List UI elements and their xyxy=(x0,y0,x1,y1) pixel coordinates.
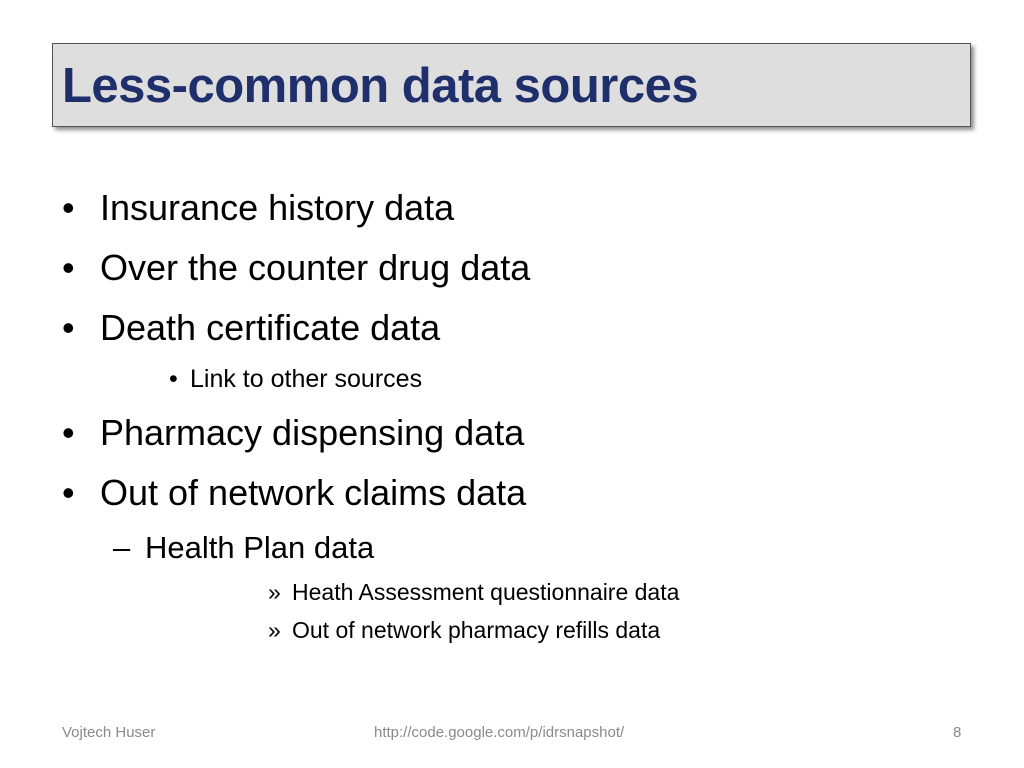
dash-marker: – xyxy=(113,530,131,565)
bullet-text: Heath Assessment questionnaire data xyxy=(292,579,680,605)
bullet-marker: • xyxy=(62,472,75,513)
raquo-marker: » xyxy=(268,617,281,643)
bullet-text: Pharmacy dispensing data xyxy=(100,412,525,453)
bullet-text: Insurance history data xyxy=(100,187,455,228)
slide-title: Less-common data sources xyxy=(62,59,699,113)
bullet-text: Over the counter drug data xyxy=(100,247,531,288)
title-box xyxy=(52,43,971,127)
footer-page-number: 8 xyxy=(953,724,962,741)
raquo-marker: » xyxy=(268,579,281,605)
bullet-marker: • xyxy=(62,247,75,288)
sub-sub-bullet-heath-assessment xyxy=(268,578,680,606)
bullet-marker: • xyxy=(62,307,75,348)
footer-author: Vojtech Huser xyxy=(62,724,156,741)
bullet-otc-drug xyxy=(62,246,531,290)
bullet-out-of-network-claims xyxy=(62,471,527,515)
bullet-marker: • xyxy=(169,365,178,393)
sub-bullet-health-plan xyxy=(113,529,375,567)
sub-sub-bullet-pharmacy-refills xyxy=(268,616,661,644)
sub-bullet-link-sources xyxy=(169,364,423,394)
bullet-text: Out of network pharmacy refills data xyxy=(292,617,661,643)
bullet-text: Link to other sources xyxy=(190,365,423,393)
bullet-marker: • xyxy=(62,412,75,453)
bullet-text: Out of network claims data xyxy=(100,472,527,513)
bullet-text: Death certificate data xyxy=(100,307,441,348)
bullet-death-certificate xyxy=(62,306,441,350)
bullet-text: Health Plan data xyxy=(145,530,375,565)
bullet-marker: • xyxy=(62,187,75,228)
footer-url: http://code.google.com/p/idrsnapshot/ xyxy=(374,724,625,741)
bullet-insurance-history xyxy=(62,186,455,230)
bullet-pharmacy-dispensing xyxy=(62,411,525,455)
